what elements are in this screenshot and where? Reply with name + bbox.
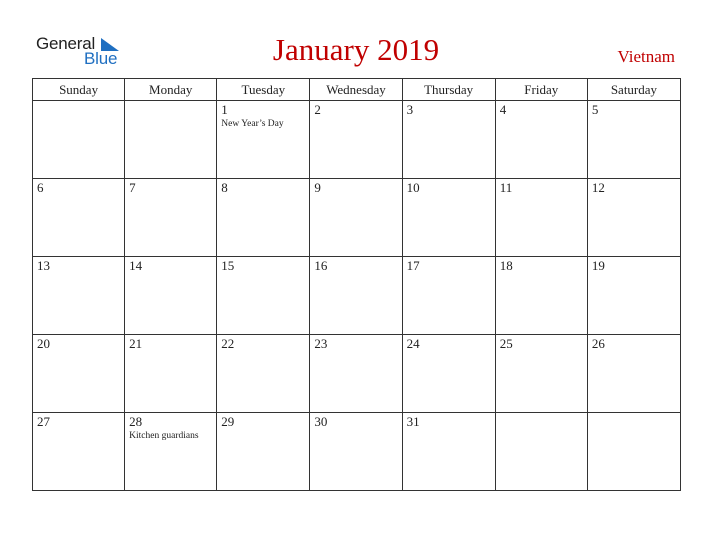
day-cell bbox=[310, 101, 402, 179]
day-number: 30 bbox=[314, 414, 328, 429]
day-cell bbox=[495, 101, 587, 179]
week-row bbox=[33, 335, 681, 413]
day-cell bbox=[495, 179, 587, 257]
day-number: 13 bbox=[37, 258, 50, 273]
day-cell bbox=[217, 335, 310, 413]
day-number: 12 bbox=[591, 180, 605, 195]
day-number: 4 bbox=[499, 102, 507, 117]
day-number: 20 bbox=[37, 336, 50, 351]
day-cell bbox=[33, 101, 125, 179]
country-label: Vietnam bbox=[617, 47, 675, 66]
holiday-label: New Year’s Day bbox=[221, 119, 284, 129]
weekday-saturday: Saturday bbox=[587, 79, 680, 101]
weekday-monday: Monday bbox=[125, 79, 217, 101]
day-number: 2 bbox=[314, 102, 321, 117]
logo-word-general: General bbox=[36, 34, 96, 53]
weekday-friday: Friday bbox=[495, 79, 587, 101]
weekday-sunday: Sunday bbox=[33, 79, 125, 101]
day-cell bbox=[33, 257, 125, 335]
day-number: 3 bbox=[406, 102, 414, 117]
calendar-grid bbox=[32, 78, 681, 491]
day-number: 24 bbox=[406, 336, 420, 351]
day-number: 1 bbox=[221, 102, 228, 117]
day-cell bbox=[125, 335, 217, 413]
day-number: 27 bbox=[37, 414, 50, 429]
week-row bbox=[33, 101, 681, 179]
day-number: 26 bbox=[591, 336, 605, 351]
day-cell bbox=[495, 257, 587, 335]
day-number: 25 bbox=[499, 336, 513, 351]
day-number: 21 bbox=[129, 336, 143, 351]
day-cell bbox=[125, 413, 217, 491]
day-cell bbox=[587, 335, 680, 413]
day-cell bbox=[587, 101, 680, 179]
day-cell bbox=[125, 257, 217, 335]
day-cell bbox=[402, 179, 495, 257]
day-cell bbox=[217, 101, 310, 179]
weekday-tuesday: Tuesday bbox=[217, 79, 310, 101]
day-number: 23 bbox=[314, 336, 328, 351]
weekday-header-row bbox=[33, 79, 681, 101]
day-number: 22 bbox=[221, 336, 235, 351]
day-cell bbox=[217, 413, 310, 491]
day-cell bbox=[310, 335, 402, 413]
day-number: 14 bbox=[129, 258, 143, 273]
day-cell bbox=[402, 335, 495, 413]
day-cell bbox=[402, 413, 495, 491]
week-row bbox=[33, 179, 681, 257]
day-cell bbox=[33, 179, 125, 257]
day-cell bbox=[587, 179, 680, 257]
day-cell bbox=[33, 413, 125, 491]
day-number: 15 bbox=[221, 258, 235, 273]
week-row bbox=[33, 413, 681, 491]
day-cell bbox=[125, 179, 217, 257]
day-cell bbox=[33, 335, 125, 413]
day-cell bbox=[217, 179, 310, 257]
day-number: 17 bbox=[406, 258, 420, 273]
day-cell bbox=[310, 413, 402, 491]
day-cell bbox=[587, 257, 680, 335]
weekday-thursday: Thursday bbox=[402, 79, 495, 101]
day-cell bbox=[402, 101, 495, 179]
day-cell bbox=[495, 335, 587, 413]
day-number: 9 bbox=[314, 180, 321, 195]
day-cell bbox=[495, 413, 587, 491]
day-number: 18 bbox=[499, 258, 513, 273]
day-number: 31 bbox=[406, 414, 420, 429]
day-number: 6 bbox=[37, 180, 44, 195]
day-cell bbox=[217, 257, 310, 335]
day-number: 19 bbox=[591, 258, 605, 273]
day-cell bbox=[125, 101, 217, 179]
day-number: 11 bbox=[499, 180, 513, 195]
weekday-wednesday: Wednesday bbox=[310, 79, 402, 101]
day-number: 7 bbox=[129, 180, 136, 195]
day-number: 29 bbox=[221, 414, 235, 429]
day-cell bbox=[587, 413, 680, 491]
page-title: January 2019 bbox=[272, 32, 440, 67]
day-cell bbox=[402, 257, 495, 335]
day-number: 8 bbox=[221, 180, 228, 195]
logo-word-blue: Blue bbox=[84, 49, 118, 68]
day-cell bbox=[310, 257, 402, 335]
week-row bbox=[33, 257, 681, 335]
holiday-label: Kitchen guardians bbox=[129, 431, 199, 441]
day-cell bbox=[310, 179, 402, 257]
day-number: 16 bbox=[314, 258, 328, 273]
day-number: 5 bbox=[591, 102, 599, 117]
day-number: 10 bbox=[406, 180, 420, 195]
day-number: 28 bbox=[129, 414, 143, 429]
calendar-body bbox=[33, 101, 681, 491]
